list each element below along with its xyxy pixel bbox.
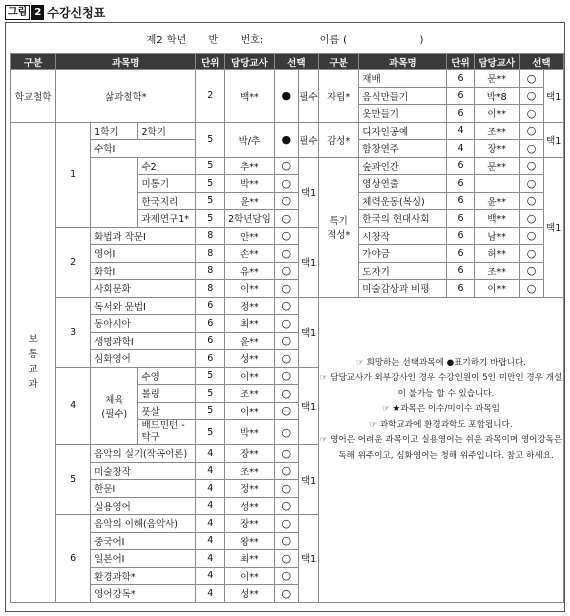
teacher: 장** bbox=[225, 515, 274, 533]
choice-label: 택1 bbox=[299, 297, 319, 367]
unit: 4 bbox=[196, 567, 225, 585]
unit: 6 bbox=[447, 210, 474, 228]
unit: 6 bbox=[196, 315, 225, 333]
subject-name: 미술창작 bbox=[91, 462, 196, 480]
subject-name: 음식만들기 bbox=[359, 87, 447, 105]
select-circle[interactable]: ○ bbox=[519, 280, 543, 298]
teacher: 정** bbox=[225, 480, 274, 498]
unit: 4 bbox=[447, 140, 474, 158]
subject-name: 볼링 bbox=[138, 385, 196, 403]
subject-name: 사회문화 bbox=[91, 280, 196, 298]
subject-name: 수2 bbox=[138, 157, 196, 175]
unit: 6 bbox=[196, 332, 225, 350]
teacher: 박** bbox=[225, 175, 274, 193]
teacher: 백** bbox=[474, 210, 519, 228]
select-circle[interactable]: ○ bbox=[274, 550, 298, 568]
select-circle[interactable]: ○ bbox=[274, 445, 298, 463]
choice-label: 택1 bbox=[299, 227, 319, 297]
teacher: 추** bbox=[225, 157, 274, 175]
category-botong bbox=[11, 122, 56, 602]
table-row bbox=[11, 262, 564, 280]
header-teacher-right: 담당교사 bbox=[474, 54, 519, 70]
header-teacher: 담당교사 bbox=[225, 54, 274, 70]
select-circle[interactable]: ○ bbox=[274, 420, 298, 445]
choice-label: 택1 bbox=[299, 367, 319, 445]
subject-name bbox=[138, 420, 196, 445]
unit: 8 bbox=[196, 262, 225, 280]
select-circle[interactable]: ○ bbox=[519, 70, 543, 88]
unit: 4 bbox=[196, 532, 225, 550]
unit: 5 bbox=[196, 192, 225, 210]
header-select-right: 선택 bbox=[519, 54, 563, 70]
subject-name: 음악의 실기(작곡이론) bbox=[91, 445, 196, 463]
subject-name: 화법과 작문Ⅰ bbox=[91, 227, 196, 245]
caption-number: 2 bbox=[31, 5, 44, 20]
category-teukgi bbox=[319, 157, 359, 297]
teacher: 이** bbox=[225, 402, 274, 420]
unit: 6 bbox=[447, 157, 474, 175]
select-circle[interactable]: ○ bbox=[274, 192, 298, 210]
teacher: 윤** bbox=[474, 192, 519, 210]
group-number: 4 bbox=[56, 367, 91, 445]
unit: 4 bbox=[196, 550, 225, 568]
teacher: 조** bbox=[225, 385, 274, 403]
group-number: 5 bbox=[56, 445, 91, 515]
group-number: 3 bbox=[56, 297, 91, 367]
unit: 8 bbox=[196, 280, 225, 298]
unit: 4 bbox=[196, 462, 225, 480]
semester-1: 1학기 bbox=[91, 122, 138, 140]
select-circle[interactable]: ○ bbox=[274, 280, 298, 298]
subject-name-1: 배드민턴 - bbox=[141, 420, 185, 431]
teacher: 박** bbox=[225, 420, 274, 445]
subject-name-2: 탁구 bbox=[141, 432, 160, 443]
select-circle[interactable]: ○ bbox=[519, 140, 543, 158]
name-label: 이름 ( bbox=[319, 35, 348, 46]
teacher: 최** bbox=[225, 550, 274, 568]
select-circle[interactable]: ○ bbox=[519, 122, 543, 140]
teacher: 안** bbox=[225, 227, 274, 245]
teacher: 이** bbox=[225, 567, 274, 585]
subject-name: 과제연구1* bbox=[138, 210, 196, 228]
subject-name: 한국지리 bbox=[138, 192, 196, 210]
notes-panel bbox=[319, 297, 564, 602]
unit: 4 bbox=[447, 122, 474, 140]
table-row bbox=[11, 157, 564, 175]
subject-name: 영어Ⅰ bbox=[91, 245, 196, 263]
caption-title: 수강신청표 bbox=[47, 5, 106, 20]
teacher: 2학년담임 bbox=[225, 210, 274, 228]
select-circle[interactable]: ○ bbox=[274, 585, 298, 603]
category-botong-text: 보 통 교 과 bbox=[28, 334, 38, 390]
header-category: 구분 bbox=[11, 54, 56, 70]
subject-name: 동아시아 bbox=[91, 315, 196, 333]
header-subject-right: 과목명 bbox=[359, 54, 447, 70]
teacher: 성** bbox=[225, 350, 274, 368]
teacher: 문** bbox=[474, 70, 519, 88]
header-unit: 단위 bbox=[196, 54, 225, 70]
select-circle[interactable]: ○ bbox=[274, 315, 298, 333]
selected-dot[interactable]: ● bbox=[274, 70, 298, 123]
unit: 6 bbox=[447, 105, 474, 123]
select-circle[interactable]: ○ bbox=[519, 175, 543, 193]
subject-name: 삶과철학* bbox=[56, 70, 196, 123]
subject-name: 재배 bbox=[359, 70, 447, 88]
select-circle[interactable]: ○ bbox=[274, 462, 298, 480]
select-circle[interactable]: ○ bbox=[519, 245, 543, 263]
pe-label-2: (필수) bbox=[101, 408, 128, 420]
table-row bbox=[11, 227, 564, 245]
select-circle[interactable]: ○ bbox=[519, 105, 543, 123]
teacher: 장** bbox=[474, 140, 519, 158]
semester-2: 2학기 bbox=[138, 122, 196, 140]
select-circle[interactable]: ○ bbox=[274, 385, 298, 403]
unit: 6 bbox=[447, 175, 474, 193]
teacher: 정** bbox=[225, 297, 274, 315]
note-item: ☞ 희망하는 선택과목에 ●표기하기 바랍니다. bbox=[356, 357, 527, 368]
select-circle[interactable]: ○ bbox=[274, 497, 298, 515]
subject-name: 시창작 bbox=[359, 227, 447, 245]
header-unit-right: 단위 bbox=[447, 54, 474, 70]
subject-name: 영어강독* bbox=[91, 585, 196, 603]
select-circle[interactable]: ○ bbox=[519, 157, 543, 175]
select-circle[interactable]: ○ bbox=[519, 210, 543, 228]
teacher: 성** bbox=[225, 497, 274, 515]
teacher: 유** bbox=[225, 262, 274, 280]
note-item: ☞ ★과목은 이수/미이수 과목임 bbox=[382, 404, 500, 414]
choice-label: 택1 bbox=[544, 122, 564, 157]
select-circle[interactable]: ○ bbox=[274, 480, 298, 498]
unit: 4 bbox=[196, 445, 225, 463]
choice-label: 택1 bbox=[544, 157, 564, 297]
table-row bbox=[11, 297, 564, 315]
select-circle[interactable]: ○ bbox=[274, 515, 298, 533]
teacher: 이** bbox=[474, 280, 519, 298]
blank-cell bbox=[91, 157, 138, 227]
required-label: 필수 bbox=[299, 122, 319, 157]
subject-name: 일본어Ⅰ bbox=[91, 550, 196, 568]
pe-label-1: 체육 bbox=[105, 394, 124, 406]
table-row bbox=[11, 70, 564, 88]
group-number: 6 bbox=[56, 515, 91, 603]
unit: 6 bbox=[447, 192, 474, 210]
unit: 6 bbox=[447, 227, 474, 245]
note-item: ☞ 과학교과에 환경과학도 포함됩니다. bbox=[369, 419, 513, 430]
unit: 5 bbox=[196, 210, 225, 228]
choice-label: 택1 bbox=[299, 445, 319, 515]
unit: 4 bbox=[196, 585, 225, 603]
select-circle[interactable]: ○ bbox=[274, 332, 298, 350]
select-circle[interactable]: ○ bbox=[274, 262, 298, 280]
unit: 6 bbox=[447, 87, 474, 105]
teacher: 왕** bbox=[225, 532, 274, 550]
subject-name: 수학Ⅰ bbox=[91, 140, 196, 158]
unit: 5 bbox=[196, 385, 225, 403]
table-row bbox=[11, 245, 564, 263]
teacher: 조** bbox=[474, 122, 519, 140]
subject-name: 환경과학* bbox=[91, 567, 196, 585]
caption-prefix: 그림 bbox=[5, 5, 30, 20]
select-circle[interactable]: ○ bbox=[274, 297, 298, 315]
table-header-row bbox=[11, 54, 564, 70]
unit: 4 bbox=[196, 497, 225, 515]
unit: 6 bbox=[196, 350, 225, 368]
select-circle[interactable]: ○ bbox=[274, 567, 298, 585]
subject-name: 체력운동(복싱) bbox=[359, 192, 447, 210]
category-jarip: 자립* bbox=[319, 70, 359, 123]
select-circle[interactable]: ○ bbox=[519, 262, 543, 280]
teacher: 최** bbox=[225, 315, 274, 333]
required-label: 필수 bbox=[299, 70, 319, 123]
number-label: 번호: bbox=[240, 35, 264, 46]
teacher: 조** bbox=[225, 462, 274, 480]
subject-name: 한국의 현대사회 bbox=[359, 210, 447, 228]
header-select: 선택 bbox=[274, 54, 318, 70]
subject-name: 미술감상과 비평 bbox=[359, 280, 447, 298]
class-label: 반 bbox=[208, 35, 219, 46]
subject-name: 숲과인간 bbox=[359, 157, 447, 175]
select-circle[interactable]: ○ bbox=[274, 227, 298, 245]
unit: 6 bbox=[447, 280, 474, 298]
category-hakgyo: 학교철학 bbox=[11, 70, 56, 123]
teacher: 성** bbox=[225, 585, 274, 603]
teacher: 윤** bbox=[225, 332, 274, 350]
subject-name: 옷만들기 bbox=[359, 105, 447, 123]
selected-dot[interactable]: ● bbox=[274, 122, 298, 157]
select-circle[interactable]: ○ bbox=[519, 192, 543, 210]
pe-label bbox=[91, 367, 138, 445]
category-teukgi-1: 특기 bbox=[329, 216, 348, 227]
note-item: ☞ 담당교사가 외부강사인 경우 수강인원이 5인 미만인 경우 개설이 불가능 할 수 있습니다. bbox=[319, 373, 563, 399]
teacher: 남** bbox=[474, 227, 519, 245]
select-circle[interactable]: ○ bbox=[274, 350, 298, 368]
unit: 4 bbox=[196, 480, 225, 498]
unit: 5 bbox=[196, 367, 225, 385]
teacher: 백** bbox=[225, 70, 274, 123]
subject-name: 음악의 이해(음악사) bbox=[91, 515, 196, 533]
subject-name: 미통기 bbox=[138, 175, 196, 193]
unit: 6 bbox=[447, 245, 474, 263]
select-circle[interactable]: ○ bbox=[274, 402, 298, 420]
teacher: 박/추 bbox=[225, 122, 274, 157]
subject-name: 풋살 bbox=[138, 402, 196, 420]
unit: 8 bbox=[196, 227, 225, 245]
subject-name: 도자기 bbox=[359, 262, 447, 280]
subject-name: 생명과학Ⅰ bbox=[91, 332, 196, 350]
note-item: ☞ 영어은 어려운 과목이고 실용영어는 쉬운 과목이며 영어강독은 독해 위주이고, 심화영어는 청해 위주입니다. 참고 하세요. bbox=[319, 435, 563, 461]
figure-caption bbox=[5, 4, 105, 20]
group-number: 2 bbox=[56, 227, 91, 297]
choice-label: 택1 bbox=[544, 70, 564, 123]
subject-name: 합창연주 bbox=[359, 140, 447, 158]
teacher: 허** bbox=[474, 245, 519, 263]
choice-label: 택1 bbox=[299, 157, 319, 227]
teacher: 손** bbox=[225, 245, 274, 263]
subject-name: 화학Ⅰ bbox=[91, 262, 196, 280]
group-number: 1 bbox=[56, 122, 91, 227]
unit: 6 bbox=[196, 297, 225, 315]
teacher: 이** bbox=[225, 280, 274, 298]
header-category-right: 구분 bbox=[319, 54, 359, 70]
registration-form bbox=[5, 22, 565, 612]
name-close: ) bbox=[419, 35, 424, 46]
teacher bbox=[474, 175, 519, 193]
select-circle[interactable]: ○ bbox=[274, 245, 298, 263]
teacher: 조** bbox=[474, 262, 519, 280]
header-subject: 과목명 bbox=[56, 54, 196, 70]
select-circle[interactable]: ○ bbox=[274, 157, 298, 175]
select-circle[interactable]: ○ bbox=[519, 87, 543, 105]
grade-label: 제2 학년 bbox=[146, 35, 187, 46]
unit: 5 bbox=[196, 122, 225, 157]
unit: 5 bbox=[196, 402, 225, 420]
select-circle[interactable]: ○ bbox=[519, 227, 543, 245]
unit: 5 bbox=[196, 157, 225, 175]
table-row bbox=[11, 122, 564, 140]
category-gamsung: 감성* bbox=[319, 122, 359, 157]
unit: 4 bbox=[196, 515, 225, 533]
subject-name: 디자인공예 bbox=[359, 122, 447, 140]
select-circle[interactable]: ○ bbox=[274, 175, 298, 193]
table-row bbox=[11, 280, 564, 298]
choice-label: 택1 bbox=[299, 515, 319, 603]
select-circle[interactable]: ○ bbox=[274, 532, 298, 550]
subject-name: 중국어Ⅰ bbox=[91, 532, 196, 550]
teacher: 이** bbox=[474, 105, 519, 123]
subject-name: 영상연출 bbox=[359, 175, 447, 193]
subject-name: 한문Ⅰ bbox=[91, 480, 196, 498]
teacher: 이** bbox=[225, 367, 274, 385]
unit: 2 bbox=[196, 70, 225, 123]
teacher: 문** bbox=[474, 157, 519, 175]
unit: 8 bbox=[196, 245, 225, 263]
teacher: 장** bbox=[225, 445, 274, 463]
subject-name: 가야금 bbox=[359, 245, 447, 263]
unit: 6 bbox=[447, 70, 474, 88]
subject-name: 실용영어 bbox=[91, 497, 196, 515]
unit: 5 bbox=[196, 420, 225, 445]
select-circle[interactable]: ○ bbox=[274, 210, 298, 228]
subject-name: 독서와 문법Ⅰ bbox=[91, 297, 196, 315]
teacher: 박*8 bbox=[474, 87, 519, 105]
unit: 6 bbox=[447, 262, 474, 280]
student-info-line bbox=[6, 31, 564, 46]
course-table bbox=[10, 53, 564, 603]
teacher: 윤** bbox=[225, 192, 274, 210]
category-teukgi-2: 적성* bbox=[327, 230, 351, 241]
unit: 5 bbox=[196, 175, 225, 193]
subject-name: 심화영어 bbox=[91, 350, 196, 368]
select-circle[interactable]: ○ bbox=[274, 367, 298, 385]
subject-name: 수영 bbox=[138, 367, 196, 385]
